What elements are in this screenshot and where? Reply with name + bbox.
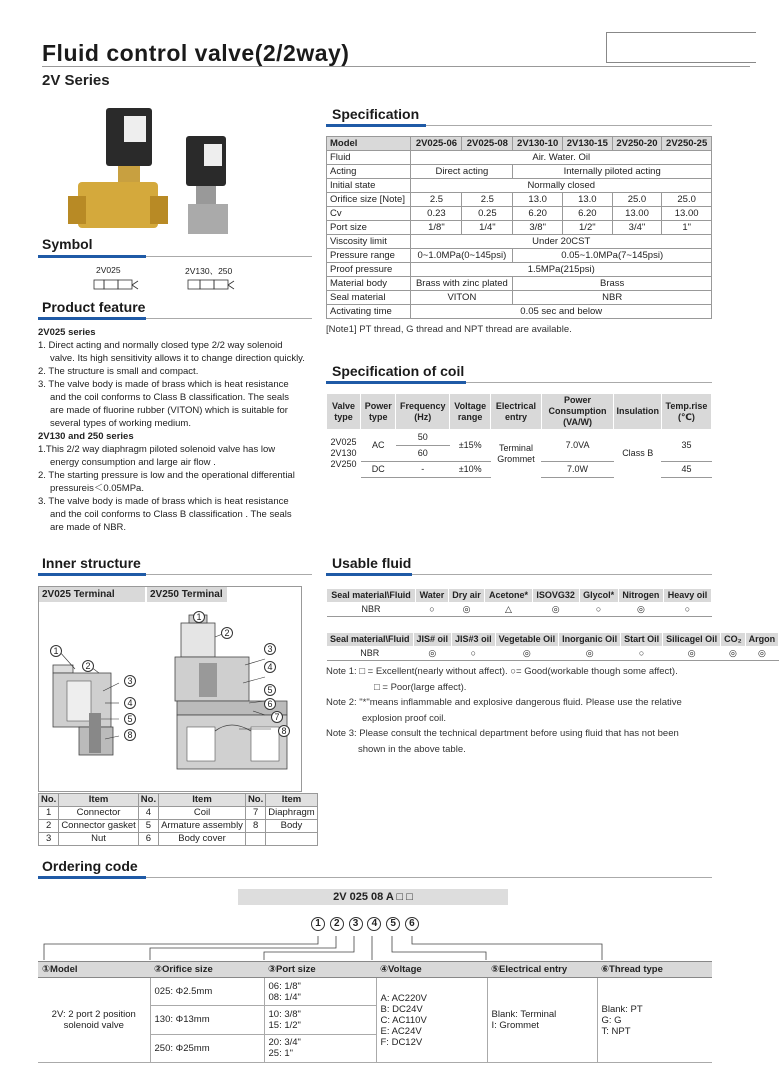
feature-heading: 2V025 series xyxy=(38,327,96,338)
table-row: ①Model ②Orifice size ③Port size ④Voltage ⑤Electrical entry ⑥Thread type xyxy=(38,962,712,978)
section-rule xyxy=(412,574,712,575)
callout-5: 5 xyxy=(124,713,136,725)
coil-table xyxy=(326,393,712,478)
fluid-note: Note 3: Please consult the technical department before using fluid that has not been xyxy=(326,728,679,739)
ordering-table xyxy=(38,961,712,1063)
table-row: Model 2V025-06 2V025-08 2V130-10 2V130-15 2V250-20 2V250-25 xyxy=(327,137,712,151)
fluid-note: Note 1: □ = Excellent(nearly without affect). ○= Good(workable though some affect). xyxy=(326,666,678,677)
feature-line: pressureis＜0.05MPa. xyxy=(50,483,144,494)
table-row: 3 Nut 6 Body cover xyxy=(39,833,318,846)
series-subtitle: 2V Series xyxy=(42,72,110,89)
callout-2: 2 xyxy=(221,627,233,639)
section-bar xyxy=(38,255,146,258)
callout-6: 6 xyxy=(264,698,276,710)
section-rule xyxy=(146,574,312,575)
ordering-code-example: 2V 025 08 A □ □ xyxy=(238,889,508,905)
section-title-coil: Specification of coil xyxy=(332,363,465,379)
table-row: 250: Φ25mm 20: 3/4" 25: 1" xyxy=(38,1034,712,1062)
fluid-note: □ = Poor(large affect). xyxy=(374,681,467,693)
code-position-3: 3 xyxy=(349,917,363,931)
section-rule xyxy=(426,125,712,126)
feature-line: and the coil conforms to Class B classification. The seals xyxy=(50,392,290,403)
section-bar xyxy=(326,381,466,384)
table-row: 60 xyxy=(327,446,712,462)
section-bar xyxy=(326,573,412,576)
terminal-label-2v250: 2V250 Terminal xyxy=(147,587,227,602)
feature-line: are made of NBR. xyxy=(50,522,127,533)
callout-5: 5 xyxy=(264,684,276,696)
table-row: Activating time 0.05 sec and below xyxy=(327,305,712,319)
table-row: Initial state Normally closed xyxy=(327,179,712,193)
spec-note: [Note1] PT thread, G thread and NPT thread are available. xyxy=(326,324,572,335)
ordering-code-numbers xyxy=(310,917,420,931)
table-row: Acting Direct acting Internally piloted acting xyxy=(327,165,712,179)
feature-line: 2. The structure is small and compact. xyxy=(38,366,199,377)
table-row: No. Item No. Item No. Item xyxy=(39,794,318,807)
table-row: 130: Φ13mm 10: 3/8" 15: 1/2" xyxy=(38,1006,712,1034)
feature-text xyxy=(38,326,313,534)
feature-line: 3. The valve body is made of brass which is heat resistance xyxy=(38,496,289,507)
table-row: Seal material\Fluid JIS# oil JIS#3 oil Vegetable Oil Inorganic Oil Start Oil Silicagel Oil CO₂ Argon xyxy=(327,633,779,647)
section-title-feature: Product feature xyxy=(42,299,146,315)
fluid-note: explosion proof coil. xyxy=(362,712,446,724)
table-row: DC - ±10% 7.0W 45 xyxy=(327,462,712,478)
section-title-fluid: Usable fluid xyxy=(332,555,412,571)
table-row: Material body Brass with zinc plated Brass xyxy=(327,277,712,291)
valve-label-left xyxy=(124,116,146,142)
header-divider xyxy=(42,66,750,67)
table-row: Cv 0.23 0.25 6.20 6.20 13.00 13.00 xyxy=(327,207,712,221)
section-bar xyxy=(326,124,426,127)
section-rule xyxy=(466,382,712,383)
table-row: Pressure range 0~1.0MPa(0~145psi) 0.05~1.0MPa(7~145psi) xyxy=(327,249,712,263)
callout-1: 1 xyxy=(193,611,205,623)
table-row: NBR ◎ ○ ◎ ◎ ○ ◎ ◎ ◎ xyxy=(327,647,779,661)
table-row: 2V: 2 port 2 position solenoid valve 025: Φ2.5mm 06: 1/8" 08: 1/4" A: AC220V B: DC24V C: AC110V E: AC24V F: DC12V Blank: Terminal I: Grommet Blank: PT G: G T: NPT xyxy=(38,978,712,1006)
table-row: Seal material VITON NBR xyxy=(327,291,712,305)
valve-symbols xyxy=(88,276,308,294)
code-position-4: 4 xyxy=(367,917,381,931)
header-box xyxy=(606,32,756,63)
feature-line: 3. The valve body is made of brass which is heat resistance xyxy=(38,379,289,390)
fluid-note: shown in the above table. xyxy=(358,743,466,755)
table-row: NBR ○ ◎ △ ◎ ○ ◎ ○ xyxy=(327,603,712,617)
callout-8: 8 xyxy=(124,729,136,741)
ordering-connectors xyxy=(38,932,712,962)
table-row: Seal material\Fluid Water Dry air Acetone* ISOVG32 Glycol* Nitrogen Heavy oil xyxy=(327,589,712,603)
fluid-table-2 xyxy=(326,632,779,661)
section-bar xyxy=(38,876,146,879)
symbol-label-2v025: 2V025 xyxy=(96,265,121,275)
inner-structure-panel xyxy=(38,586,302,792)
section-rule xyxy=(146,877,712,878)
callout-8: 8 xyxy=(278,725,290,737)
callout-4: 4 xyxy=(124,697,136,709)
feature-line: valve. Its high sensitivity allows it to change direction quickly. xyxy=(50,353,305,364)
section-rule xyxy=(146,256,312,257)
table-row: 2 Connector gasket 5 Armature assembly 8 Body xyxy=(39,820,318,833)
table-row: Viscosity limit Under 20CST xyxy=(327,235,712,249)
code-position-5: 5 xyxy=(386,917,400,931)
feature-line: several types of working medium. xyxy=(50,418,191,429)
terminal-label-2v025: 2V025 Terminal xyxy=(39,587,145,602)
fluid-notes xyxy=(326,664,726,757)
valve-body-brass xyxy=(78,182,158,228)
parts-table xyxy=(38,793,318,846)
callout-3: 3 xyxy=(124,675,136,687)
callout-2: 2 xyxy=(82,660,94,672)
symbol-label-2v130: 2V130、250 xyxy=(185,266,233,276)
table-row: Port size 1/8" 1/4" 3/8" 1/2" 3/4" 1" xyxy=(327,221,712,235)
callout-4: 4 xyxy=(264,661,276,673)
code-position-1: 1 xyxy=(311,917,325,931)
table-row: Fluid Air. Water. Oil xyxy=(327,151,712,165)
inner-structure-diagram xyxy=(39,603,301,793)
feature-line: 1. Direct acting and normally closed type 2/2 way solenoid xyxy=(38,340,283,351)
feature-line: energy consumption and large air flow . xyxy=(50,457,216,468)
table-row: Proof pressure 1.5MPa(215psi) xyxy=(327,263,712,277)
valve-body-steel xyxy=(188,204,228,234)
table-row: 2V025 2V130 2V250 AC 50 ±15% Terminal Grommet 7.0VA Class B 35 xyxy=(327,430,712,446)
section-bar xyxy=(38,317,146,320)
section-rule xyxy=(146,318,312,319)
callout-7: 7 xyxy=(271,711,283,723)
page-title: Fluid control valve(2/2way) xyxy=(42,40,350,66)
feature-line: are made of fluorine rubber (VITON) which is suitable for xyxy=(50,405,288,416)
fluid-table-1 xyxy=(326,588,712,617)
section-title-symbol: Symbol xyxy=(42,236,93,252)
section-title-inner: Inner structure xyxy=(42,555,141,571)
feature-line: 2. The starting pressure is low and the operational differential xyxy=(38,470,295,481)
valve-photo xyxy=(60,100,260,240)
section-title-ordering: Ordering code xyxy=(42,858,138,874)
code-position-2: 2 xyxy=(330,917,344,931)
table-row: 1 Connector 4 Coil 7 Diaphragm xyxy=(39,807,318,820)
feature-heading: 2V130 and 250 series xyxy=(38,431,134,442)
code-position-6: 6 xyxy=(405,917,419,931)
feature-line: 1.This 2/2 way diaphragm piloted solenoid valve has low xyxy=(38,444,276,455)
callout-3: 3 xyxy=(264,643,276,655)
spec-table xyxy=(326,136,712,319)
feature-line: and the coil conforms to Class B classification . The seals xyxy=(50,509,292,520)
table-row: Valve type Power type Frequency (Hz) Voltage range Electrical entry Power Consumption (VA/W) Insulation Temp.rise (℃) xyxy=(327,394,712,430)
table-row: Orifice size [Note] 2.5 2.5 13.0 13.0 25.0 25.0 xyxy=(327,193,712,207)
callout-1: 1 xyxy=(50,645,62,657)
section-title-spec: Specification xyxy=(332,106,420,122)
section-bar xyxy=(38,573,146,576)
fluid-note: Note 2: "*"means inflammable and explosive dangerous fluid. Please use the relative xyxy=(326,697,682,708)
